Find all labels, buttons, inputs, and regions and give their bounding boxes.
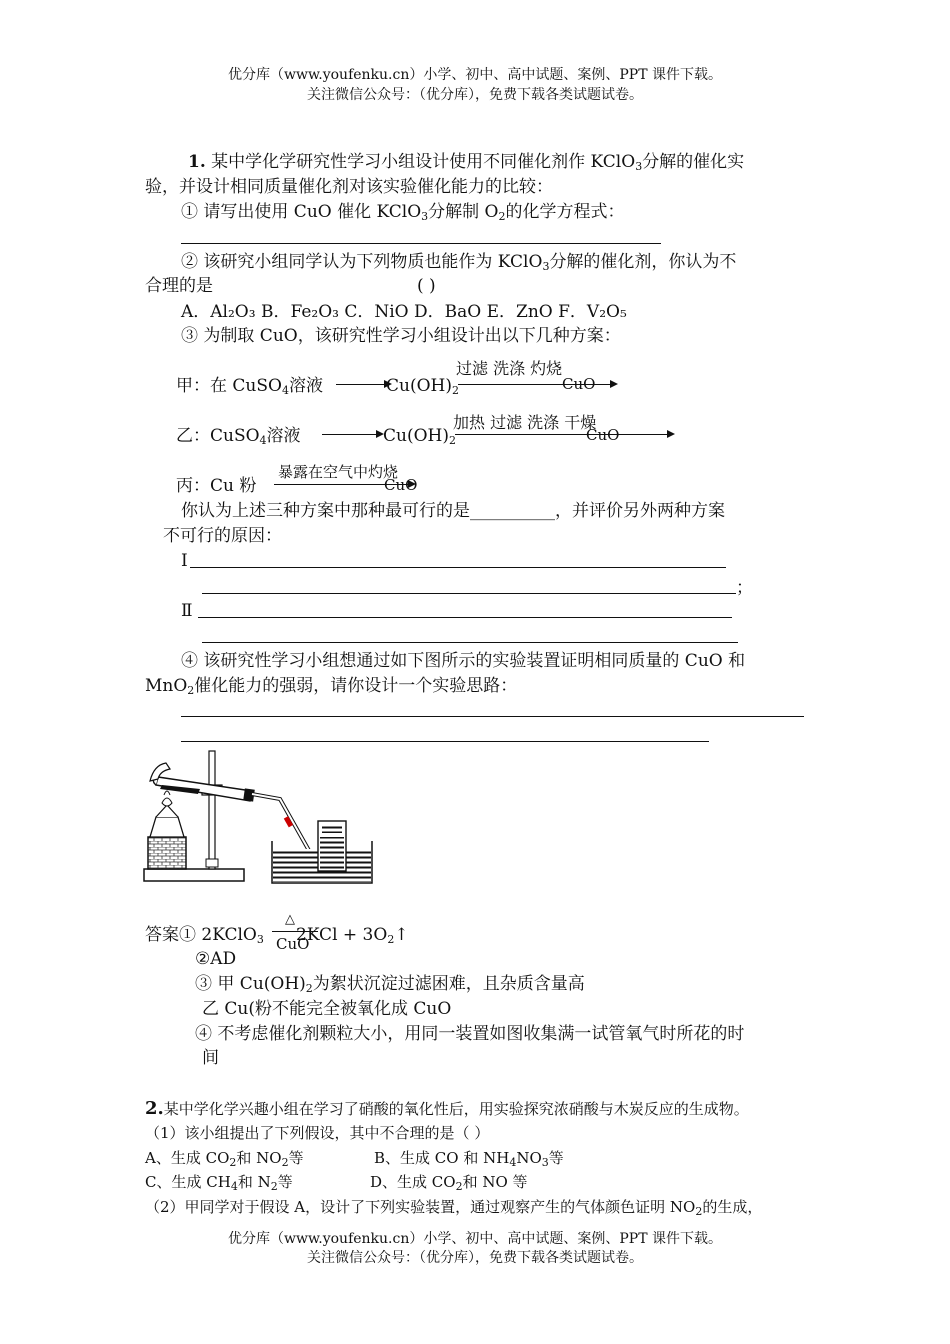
q2-part2: （2）甲同学对于假设 A，设计了下列实验装置，通过观察产生的气体颜色证明 $NO_2$的生成，: [145, 1198, 763, 1218]
roman-2: Ⅱ: [181, 601, 193, 621]
roman-1: Ⅰ: [181, 551, 188, 571]
q2-option-a: A、生成 $CO_2$和 $NO_2$等: [145, 1149, 304, 1169]
q2-option-c: C、生成 $CH_4$和 $N_2$等: [145, 1173, 293, 1193]
q1-ask-line2: 不可行的原因：: [163, 526, 282, 546]
header-line-1: 优分库（www.youfenku.cn）小学、初中、高中试题、案例、PPT 课件下载。: [227, 67, 722, 83]
wood-block: [148, 837, 186, 869]
q1-part4: ④ 该研究性学习小组想通过如下图所示的实验装置证明相同质量的 CuO 和: [181, 651, 746, 671]
blank-line-4-2: [181, 741, 709, 742]
jia-over-label: 过滤 洗涤 灼烧: [456, 359, 563, 378]
answer-blank-line: [181, 243, 661, 244]
answer-4: ④ 不考虑催化剂颗粒大小，用同一装置如图收集满一试管氧气时所花的时: [195, 1024, 745, 1044]
bing-start: 丙：Cu 粉: [176, 476, 257, 496]
footer-line-1: 优分库（www.youfenku.cn）小学、初中、高中试题、案例、PPT 课件下载。: [227, 1231, 722, 1247]
q1-part4-line2: MnO$_2$催化能力的强弱，请你设计一个实验思路：: [145, 676, 518, 697]
q2-part1: （1）该小组提出了下列假设，其中不合理的是（ ）: [145, 1124, 490, 1142]
bing-under-label: CuO: [384, 476, 418, 494]
yi-mid: $Cu(OH)_2$: [383, 426, 456, 447]
yi-over-label: 加热 过滤 洗涤 干燥: [453, 413, 597, 432]
answer-4-line2: 间: [202, 1048, 219, 1068]
blank-line-4-1: [181, 716, 804, 717]
q1-part2-line2: 合理的是: [145, 276, 213, 296]
yi-start: 乙：CuSO$_4$溶液: [176, 426, 301, 447]
q2-intro: 2.某中学化学兴趣小组在学习了硝酸的氧化性后，用实验探究浓硝酸与木炭反应的生成物。: [145, 1098, 749, 1119]
yi-arrow-2: [455, 434, 669, 435]
jia-start: 甲：在 CuSO$_4$溶液: [176, 376, 323, 397]
jia-mid: $Cu(OH)_2$: [386, 376, 459, 397]
jia-under-label: CuO: [562, 375, 596, 393]
q2-option-b: B、生成 CO 和 $NH_4NO_3$等: [374, 1149, 564, 1169]
stand-rod: [209, 751, 215, 869]
apparatus-figure: [140, 745, 380, 887]
answer-2: ②AD: [195, 949, 237, 969]
yi-arrow-1: [322, 434, 378, 435]
q2-option-d: D、生成 $CO_2$和 NO 等: [370, 1173, 528, 1193]
answer-eq-under: CuO: [276, 935, 310, 953]
jia-arrow-1: [336, 384, 386, 385]
q1-part2-paren: ( ): [417, 276, 436, 296]
answer-3: ③ 甲 $Cu(OH)_2$为絮状沉淀过滤困难，且杂质含量高: [195, 974, 585, 995]
answer-eq-over: △: [285, 912, 295, 927]
q1-intro: 1. 某中学化学研究性学习小组设计使用不同催化剂作 KClO$_3$分解的催化实: [188, 152, 745, 173]
q1-intro-line2: 验，并设计相同质量催化剂对该实验催化能力的比较：: [145, 177, 553, 197]
answer-3-yi: 乙 Cu(粉不能完全被氧化成 CuO: [202, 999, 452, 1019]
answer-1-left: 答案① 2KClO$_3$: [145, 925, 264, 946]
q1-ask: 你认为上述三种方案中那种最可行的是__________，并评价另外两种方案: [181, 501, 725, 521]
yi-under-label: CuO: [586, 426, 620, 444]
q1-part3: ③ 为制取 CuO，该研究性学习小组设计出以下几种方案：: [181, 326, 621, 346]
q1-number: 1.: [188, 152, 206, 172]
answer-1-right: $2KCl + 3O_2↑$: [296, 925, 409, 946]
footer-line-2: 关注微信公众号：（优分库），免费下载各类试题试卷。: [307, 1250, 643, 1266]
blank-line-II-2: [202, 642, 738, 643]
stand-base: [144, 869, 244, 881]
alcohol-lamp: [150, 817, 184, 837]
semicolon: ；: [736, 578, 753, 598]
q1-part2: ② 该研究小组同学认为下列物质也能作为 KClO$_3$分解的催化剂，你认为不: [181, 252, 737, 273]
q1-options: A．Al₂O₃ B．Fe₂O₃ C．NiO D．BaO E．ZnO F．V₂O₅: [181, 302, 627, 322]
bing-over-label: 暴露在空气中灼烧: [278, 463, 399, 481]
blank-line-I-1: [190, 567, 726, 568]
blank-line-II-1: [198, 617, 732, 618]
q1-part1: ① 请写出使用 CuO 催化 KClO$_3$分解制 $O_2$的化学方程式：: [181, 202, 625, 223]
blank-line-I-2: [202, 593, 736, 594]
header-line-2: 关注微信公众号：（优分库），免费下载各类试题试卷。: [307, 87, 643, 103]
